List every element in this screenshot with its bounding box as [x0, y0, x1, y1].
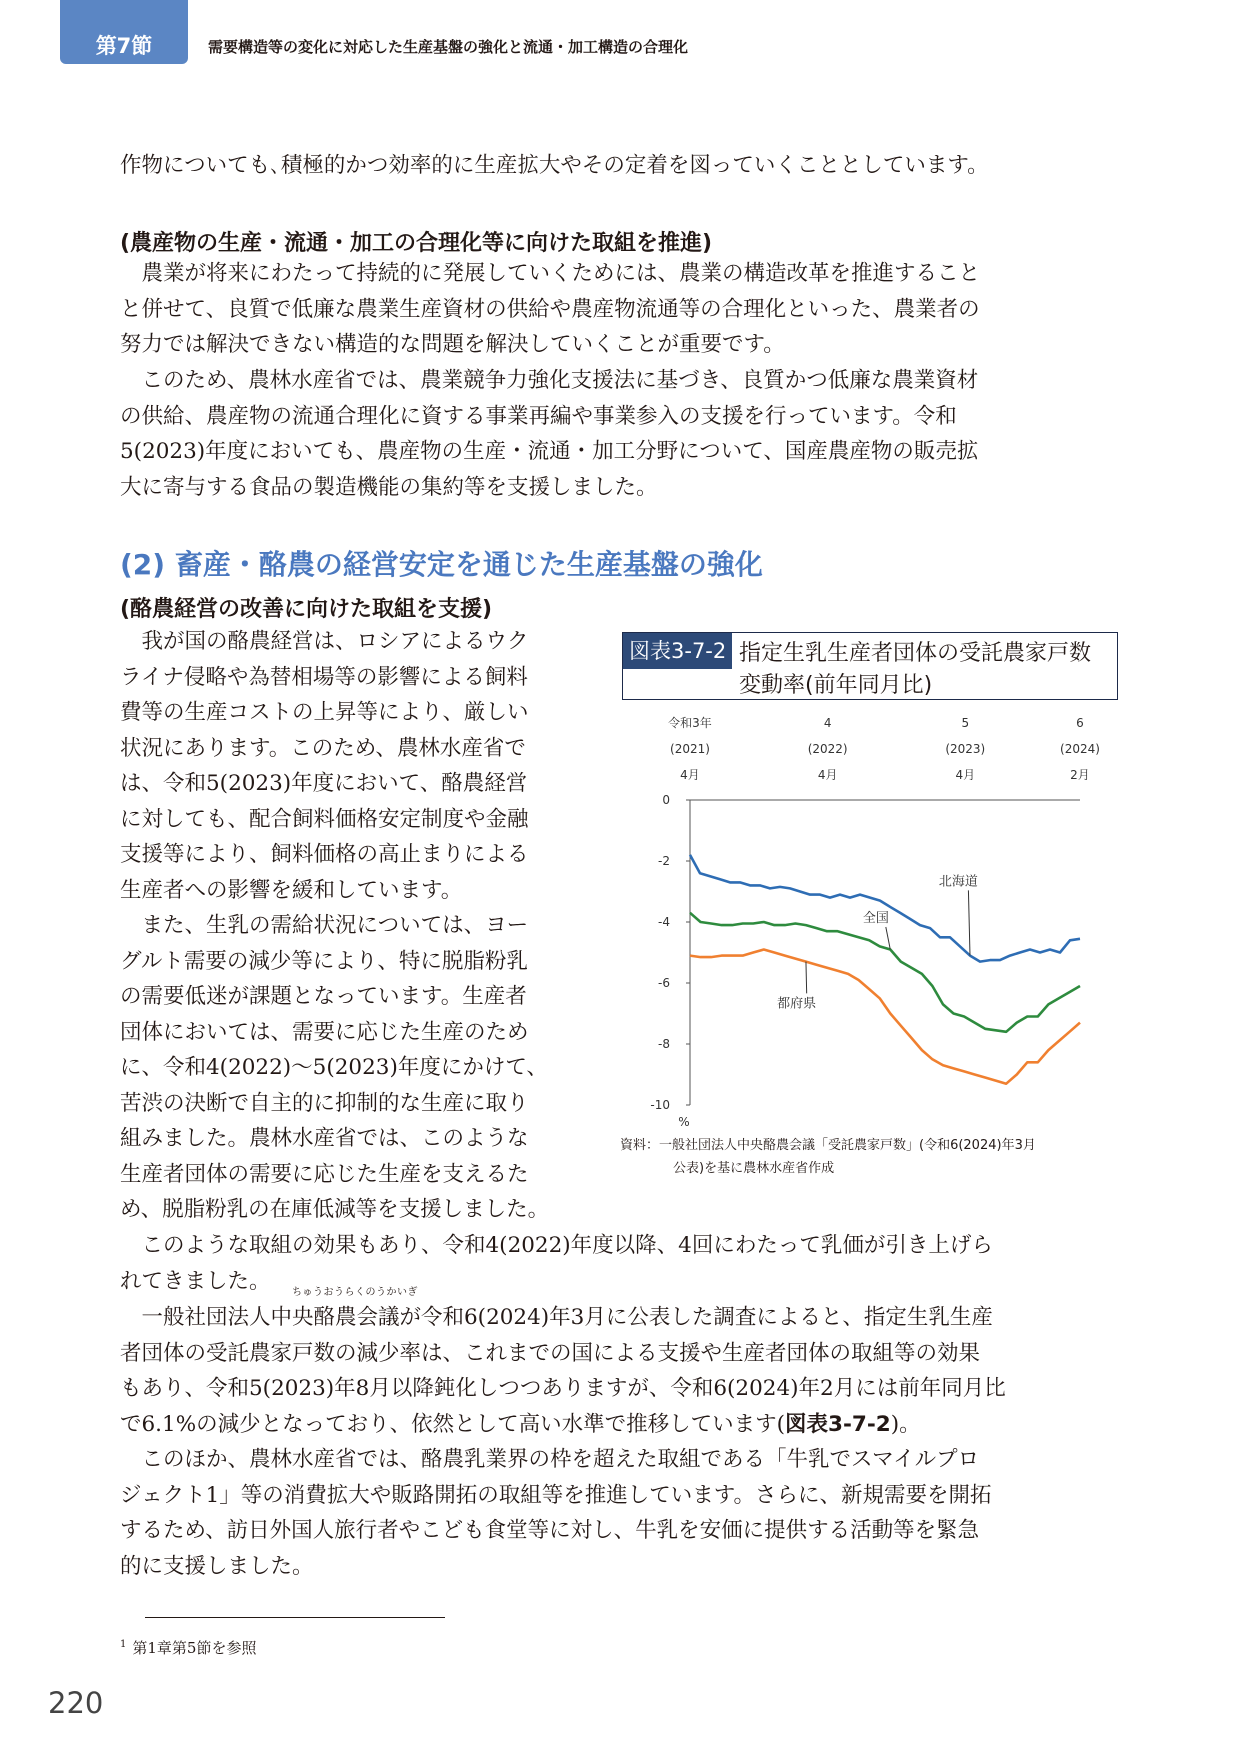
x-tick-label-month: 4月	[955, 768, 976, 782]
x-tick-label-year: (2022)	[807, 742, 848, 756]
x-tick-label-era: 5	[961, 716, 970, 730]
y-tick-label: -2	[658, 854, 670, 868]
x-tick-label-year: (2021)	[670, 742, 710, 756]
x-tick-label-era: 令和3年	[668, 716, 712, 730]
series-line	[690, 855, 1080, 962]
series-label: 都府県	[777, 996, 817, 1012]
subsection-heading-dairy: (酪農経営の改善に向けた取組を支援)	[120, 597, 493, 622]
intro-paragraph: 作物についても､積極的かつ効率的に生産拡大やその定着を図っていくこととしています。	[120, 153, 989, 178]
figure-label: 図表3-7-2	[623, 633, 732, 669]
paragraph-milk-supply: また、生乳の需給状況については、ヨー グルト需要の減少等により、特に脱脂粉乳 の需要低迷が課題となっています。生産者 団体においては、需要に応じた生産のため に、令和4(2022)～5(2023)年度にかけて、 苦渋の決断で自主的に抑制的な生産に取り 組みました。農林水産省では、このような 生産者団体の需要に応じた生産を支えるた め、脱脂粉乳の在庫低減等を支援しました。	[120, 913, 550, 1222]
section-heading-livestock: (2) 畜産・酪農の経営安定を通じた生産基盤の強化	[120, 548, 763, 581]
y-tick-label: 0	[662, 793, 670, 807]
series-label: 全国	[862, 911, 889, 926]
series-line	[690, 950, 1080, 1084]
x-tick-label-year: (2024)	[1060, 742, 1100, 756]
figure-source: 資料：一般社団法人中央酪農会議「受託農家戸数」(令和6(2024)年3月 公表)を基に農林水産省作成	[620, 1138, 1036, 1176]
y-axis-unit: %	[678, 1115, 690, 1129]
y-tick-label: -10	[650, 1098, 670, 1112]
y-tick-label: -4	[658, 915, 670, 929]
figure-title-line2: 変動率(前年同月比)	[739, 673, 933, 698]
series-leader-line	[886, 927, 890, 949]
y-tick-label: -8	[658, 1037, 670, 1051]
page-number: 220	[48, 1686, 104, 1720]
series-label: 北海道	[938, 874, 978, 890]
x-tick-label-year: (2023)	[945, 742, 986, 756]
x-tick-label-era: 6	[1076, 716, 1084, 730]
x-tick-label-month: 4月	[680, 768, 700, 782]
series-leader-line	[806, 962, 807, 994]
footnote-rule	[145, 1617, 445, 1618]
ruby-reading: ちゅうおうらくのうかいぎ	[292, 1287, 418, 1298]
x-tick-label-month: 2月	[1070, 768, 1090, 782]
subsection-heading-distribution: (農産物の生産・流通・加工の合理化等に向けた取組を推進)	[120, 231, 713, 256]
y-tick-label: -6	[658, 976, 670, 990]
x-tick-label-era: 4	[823, 716, 832, 730]
paragraph-competitiveness-support: このため、農林水産省では、農業競争力強化支援法に基づき、良質かつ低廉な農業資材 の供給、農産物の流通合理化に資する事業再編や事業参入の支援を行っています。令和 5(2023)年度においても、農産物の生産・流通・加工分野について、国産農産物の販売拡 大に寄与する食品の製造機能の集約等を支援しました。	[120, 368, 979, 500]
paragraph-structural-reform: 農業が将来にわたって持続的に発展していくためには、農業の構造改革を推進すること と併せて、良質で低廉な農業生産資材の供給や農産物流通等の合理化といった、農業者の 努力では解決できない構造的な問題を解決していくことが重要です。	[120, 261, 981, 357]
running-title: 需要構造等の変化に対応した生産基盤の強化と流通・加工構造の合理化	[208, 38, 689, 56]
footnote: $^1$ 第1章第5節を参照	[120, 1639, 257, 1657]
figure-reference-link[interactable]: 図表3-7-2	[785, 1411, 891, 1437]
paragraph-milk-price: このような取組の効果もあり、令和4(2022)年度以降、4回にわたって乳価が引き上げら れてきました。	[120, 1233, 993, 1294]
paragraph-dairy-costs: 我が国の酪農経営は、ロシアによるウク ライナ侵略や為替相場等の影響による飼料 費等の生産コストの上昇等により、厳しい 状況にあります。このため、農林水産省で は、令和5(2023)年度において、酪農経営 に対しても、配合飼料価格安定制度や金融 支援等により、飼料価格の高止まりによる 生産者への影響を緩和しています。	[120, 629, 529, 903]
figure-title-line1: 指定生乳生産者団体の受託農家戸数	[739, 641, 1092, 666]
paragraph-smile-project: このほか、農林水産省では、酪農乳業界の枠を超えた取組である「牛乳でスマイルプロ ジェクト1」等の消費拡大や販路開拓の取組等を推進しています。さらに、新規需要を開拓 するため、訪日外国人旅行者やこども食堂等に対し、牛乳を安価に提供する活動等を緊急 的に支援しました。	[120, 1447, 992, 1579]
paragraph-survey: 一般社団法人中央酪農会議が令和6(2024)年3月に公表した調査によると、指定生乳生産 者団体の受託農家戸数の減少率は、これまでの国による支援や生産者団体の取組等の効果 もあり、令和5(2023)年8月以降鈍化しつつありますが、令和6(2024)年2月には前年同月比 で6.1%の減少となっており、依然として高い水準で推移しています(図表3-7-2)。	[120, 1305, 1006, 1437]
series-line	[690, 913, 1080, 1032]
series-leader-line	[968, 890, 970, 955]
x-tick-label-month: 4月	[817, 768, 838, 782]
section-label: 第7節	[95, 34, 153, 58]
line-chart	[620, 700, 1120, 1134]
